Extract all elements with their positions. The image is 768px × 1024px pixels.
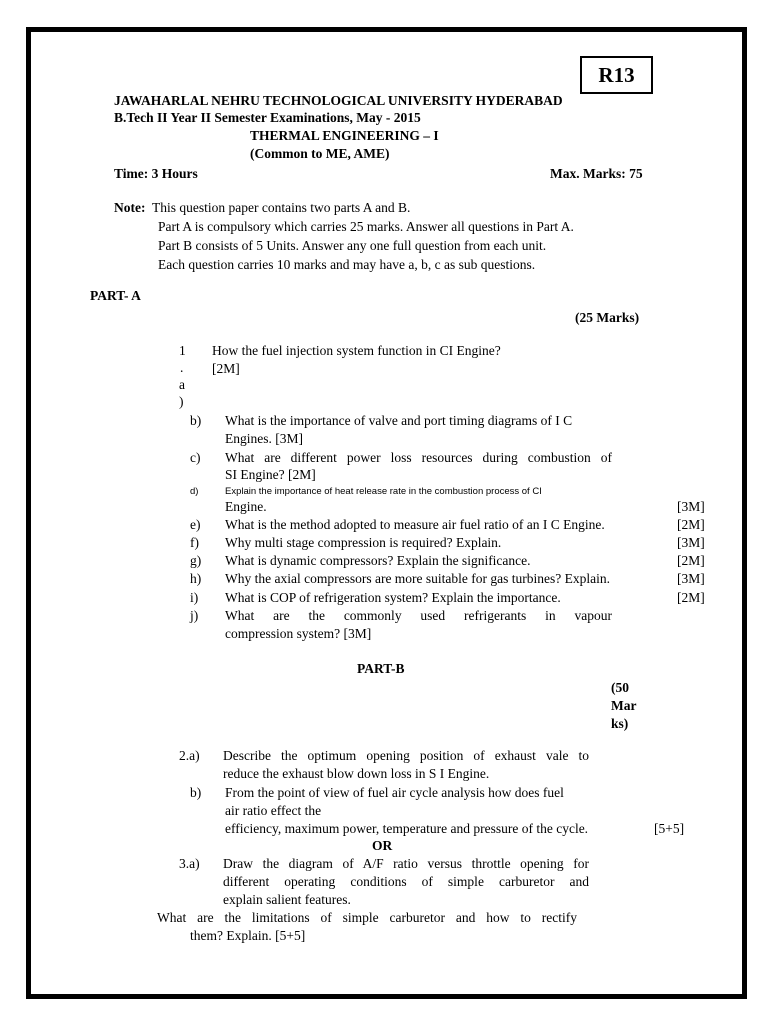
part-b-title: PART-B: [357, 661, 405, 676]
q3a-label: 3.a): [179, 856, 200, 871]
q2a-line-2: reduce the exhaust blow down loss in S I Engine.: [223, 766, 490, 781]
q2a-label: 2.a): [179, 748, 200, 763]
max-marks: Max. Marks: 75: [550, 166, 643, 181]
q1d-label: d): [190, 486, 199, 497]
subject-common: (Common to ME, AME): [250, 146, 390, 161]
q3a-line-2: different operating conditions of simple carburetor and: [223, 874, 589, 889]
q3a-line-1: Draw the diagram of A/F ratio versus throttle opening for: [223, 856, 589, 871]
q1f-marks: [3M]: [677, 535, 705, 550]
subject-title: THERMAL ENGINEERING – I: [250, 128, 439, 143]
q2-marks: [5+5]: [654, 821, 685, 836]
q3a-line-3: explain salient features.: [223, 892, 351, 907]
q1-sub-a: a: [179, 377, 185, 392]
q1b-line-1: What is the importance of valve and port timing diagrams of I C: [225, 413, 573, 428]
q1e-marks: [2M]: [677, 517, 705, 532]
q3b-line-2: them? Explain. [5+5]: [190, 928, 306, 943]
q1g-text: What is dynamic compressors? Explain the significance.: [225, 553, 531, 568]
q1f-label: f): [190, 535, 199, 550]
q1g-label: g): [190, 553, 202, 568]
q1a-marks: [2M]: [212, 361, 240, 376]
q1e-text: What is the method adopted to measure air fuel ratio of an I C Engine.: [225, 517, 605, 532]
note-label: Note:: [114, 200, 146, 215]
q1j-line-2: compression system? [3M]: [225, 626, 372, 641]
q1d-marks: [3M]: [677, 499, 705, 514]
q1d-line-2: Engine.: [225, 499, 267, 514]
q1j-label: j): [190, 608, 199, 623]
q2b-line-1: From the point of view of fuel air cycle analysis how does fuel: [225, 785, 564, 800]
q1d-line-1: Explain the importance of heat release rate in the combustion process of CI: [225, 486, 542, 497]
q1h-label: h): [190, 571, 202, 586]
q1c-line-1: What are different power loss resources during combustion of: [225, 450, 612, 465]
q1h-text: Why the axial compressors are more suitable for gas turbines? Explain.: [225, 571, 611, 586]
note-line-3: Part B consists of 5 Units. Answer any one full question from each unit.: [158, 238, 547, 253]
q1c-line-2: SI Engine? [2M]: [225, 467, 316, 482]
q1-number-dot: .: [180, 360, 184, 375]
q1i-text: What is COP of refrigeration system? Explain the importance.: [225, 590, 561, 605]
note-line-2: Part A is compulsory which carries 25 marks. Answer all questions in Part A.: [158, 219, 574, 234]
exam-title: B.Tech II Year II Semester Examinations, May - 2015: [114, 110, 421, 125]
q1j-line-1: What are the commonly used refrigerants in vapour: [225, 608, 612, 623]
q2a-line-1: Describe the optimum opening position of exhaust vale to: [223, 748, 589, 763]
regulation-code-box: R13: [580, 56, 653, 94]
note-line-1: This question paper contains two parts A and B.: [152, 200, 411, 215]
q1-sub-paren: ): [179, 394, 184, 409]
part-b-marks-2: Mar: [611, 698, 637, 713]
q1b-label: b): [190, 413, 202, 428]
time-allowed: Time: 3 Hours: [114, 166, 198, 181]
or-divider: OR: [372, 838, 393, 853]
q1b-line-2: Engines. [3M]: [225, 431, 303, 446]
q1e-label: e): [190, 517, 201, 532]
note-line-4: Each question carries 10 marks and may have a, b, c as sub questions.: [158, 257, 536, 272]
q2b-line-2: air ratio effect the: [225, 803, 322, 818]
q2b-label: b): [190, 785, 202, 800]
part-a-title: PART- A: [90, 288, 141, 303]
university-name: JAWAHARLAL NEHRU TECHNOLOGICAL UNIVERSITY HYDERABAD: [114, 93, 563, 108]
q1c-label: c): [190, 450, 201, 465]
q1i-label: i): [190, 590, 199, 605]
q1a-text: How the fuel injection system function in CI Engine?: [212, 343, 501, 358]
q2b-line-3: efficiency, maximum power, temperature and pressure of the cycle.: [225, 821, 589, 836]
q1g-marks: [2M]: [677, 553, 705, 568]
q1h-marks: [3M]: [677, 571, 705, 586]
q1i-marks: [2M]: [677, 590, 705, 605]
part-b-marks-3: ks): [611, 716, 629, 731]
q1f-text: Why multi stage compression is required? Explain.: [225, 535, 502, 550]
q1-number: 1: [179, 343, 186, 358]
part-a-marks: (25 Marks): [575, 310, 640, 325]
q3b-line-1: What are the limitations of simple carburetor and how to rectify: [157, 910, 577, 925]
part-b-marks-1: (50: [611, 680, 629, 695]
